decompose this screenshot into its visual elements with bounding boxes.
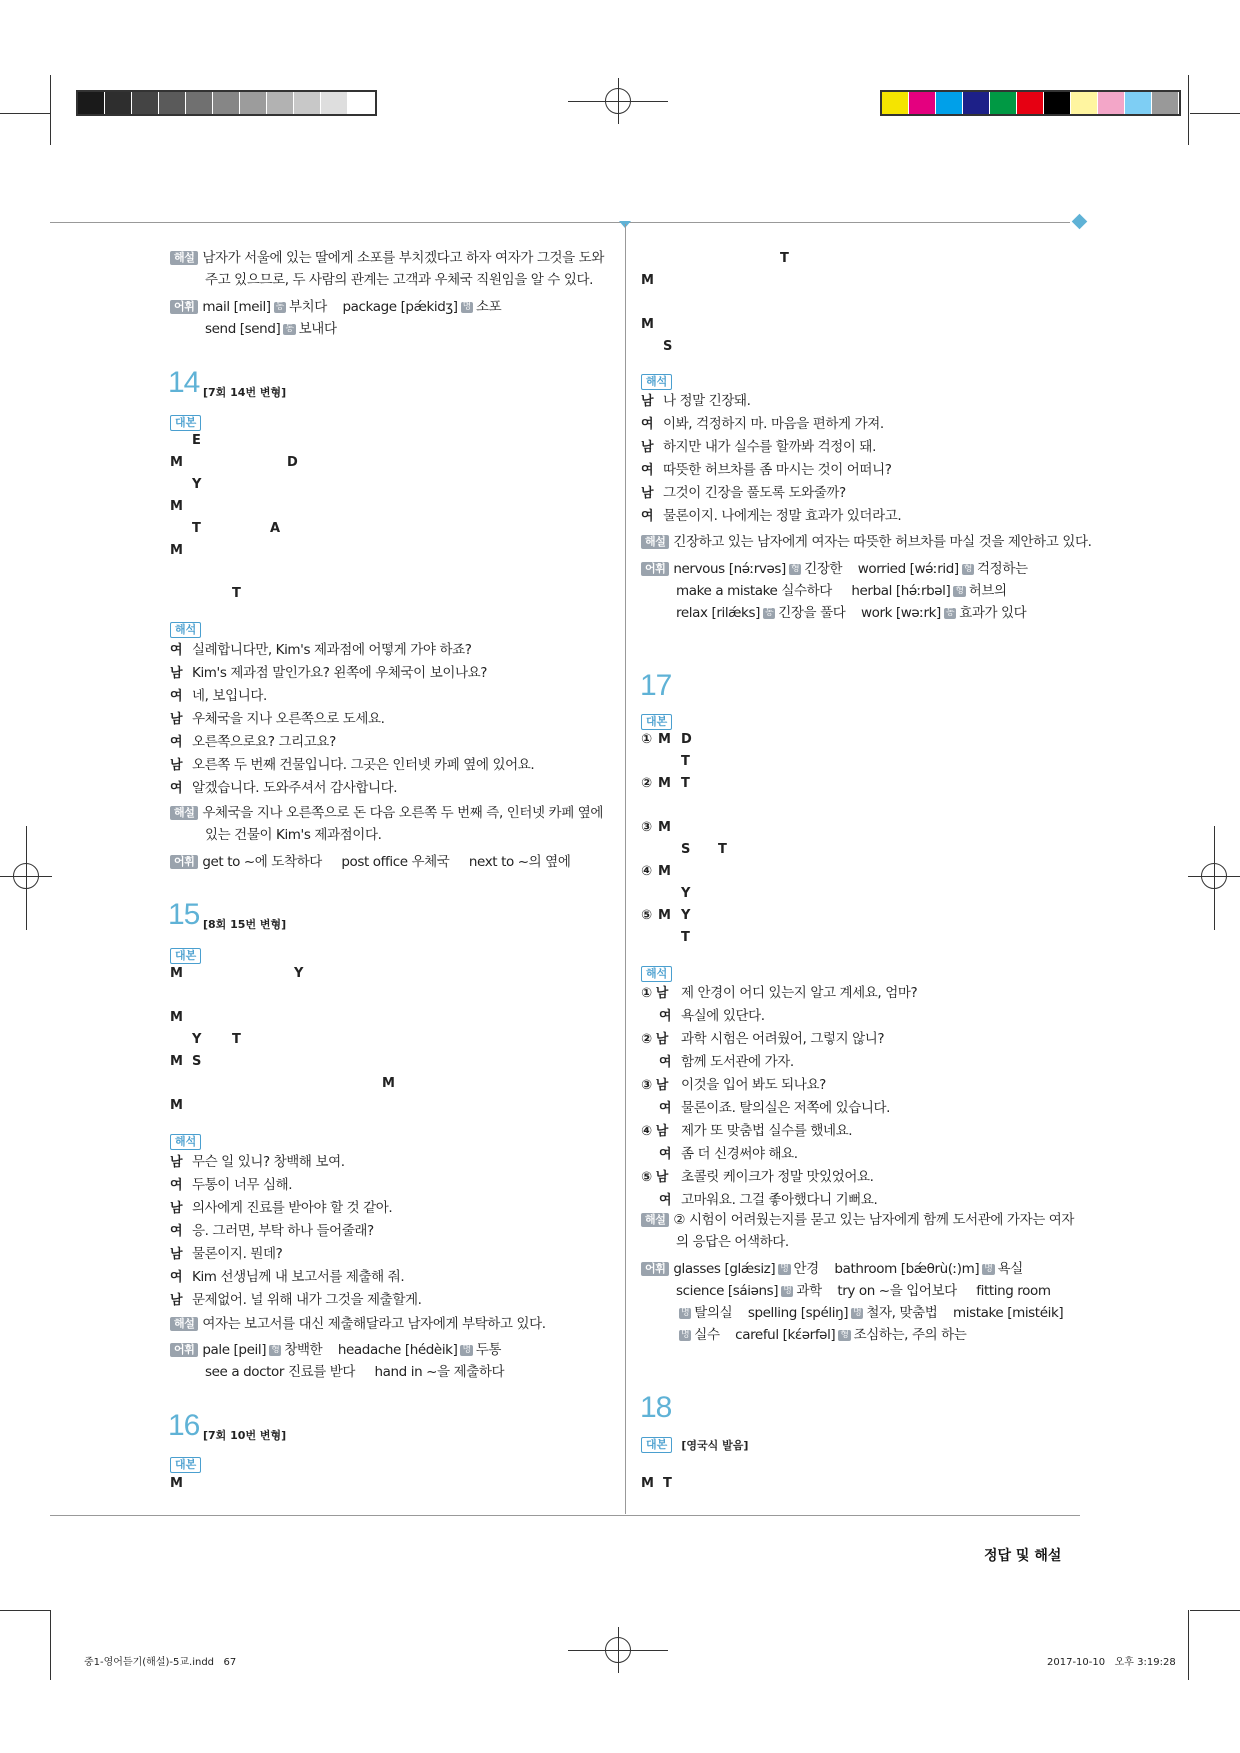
vocab-word: try on ~을 입어보다 fitting room: [837, 1283, 1051, 1299]
line-text: 우체국을 지나 오른쪽으로 도세요.: [192, 711, 385, 727]
vocab-word: nervous [nə́ːrvəs]: [673, 561, 786, 577]
color-swatch: [1017, 92, 1044, 114]
option-number: ①: [641, 732, 653, 747]
haeseok-tag: 해석: [641, 374, 672, 390]
vocab-meaning: 긴장한: [804, 561, 843, 577]
explanation-line: 주고 있으므로, 두 사람의 관계는 고객과 우체국 직원임을 알 수 있다.: [205, 272, 594, 288]
translation-line: [641, 1074, 917, 1097]
script-fragment: Y: [294, 966, 304, 981]
speaker: 여: [659, 1147, 672, 1162]
script-fragment: T: [780, 251, 789, 266]
line-text: 이봐, 걱정하지 마. 마음을 편하게 가져.: [663, 416, 884, 432]
script-speaker: M: [641, 1476, 654, 1491]
script-speaker: M: [658, 908, 671, 923]
explanation-line: 여자는 보고서를 대신 제출해달라고 남자에게 부탁하고 있다.: [202, 1316, 546, 1332]
color-swatch: [909, 92, 936, 114]
script-fragment: E: [192, 433, 201, 448]
script-speaker: M: [658, 732, 671, 747]
line-text: 제가 또 맞춤법 실수를 했네요.: [681, 1123, 853, 1139]
line-text: 오른쪽으로요? 그리고요?: [192, 734, 336, 750]
translation-line: [170, 662, 534, 685]
q15-translation: [170, 1151, 422, 1312]
script-fragment: Y: [192, 477, 202, 492]
script-speaker: M: [641, 273, 654, 288]
translation-line: [170, 777, 534, 800]
pos-mark: 형: [790, 563, 800, 574]
script-fragment: T: [718, 842, 727, 857]
speaker: 여: [641, 417, 654, 432]
color-swatch: [882, 92, 909, 114]
speaker: 남: [170, 712, 183, 727]
pos-mark: 명: [681, 1307, 690, 1318]
speaker: 여: [170, 1270, 183, 1285]
script-fragment: D: [681, 732, 692, 747]
daebon-tag: 대본: [170, 948, 201, 964]
line-text: 물론이죠. 탈의실은 저쪽에 있습니다.: [681, 1100, 891, 1116]
color-swatch: [78, 92, 105, 114]
color-swatch: [936, 92, 963, 114]
color-swatch: [1098, 92, 1125, 114]
haeseok-tag: 해석: [641, 966, 672, 982]
script-fragment: A: [270, 521, 281, 536]
haeseok-tag: 해석: [170, 622, 201, 638]
translation-line: [641, 1097, 917, 1120]
vocab-word: package [pǽkidʒ]: [342, 299, 458, 315]
daebon-tag: 대본: [170, 1457, 201, 1473]
script-fragment: S: [192, 1054, 202, 1069]
color-swatch: [105, 92, 132, 114]
translation-line: [641, 390, 901, 413]
pos-mark: 형: [271, 1344, 280, 1355]
option-number: ⑤: [641, 908, 653, 923]
speaker: 여: [659, 1009, 672, 1024]
pos-mark: 명: [783, 1285, 792, 1296]
vocab-meaning: 걱정하는: [977, 561, 1028, 577]
speaker: 여: [641, 463, 654, 478]
line-text: 고마워요. 그걸 좋아했다니 기뻐요.: [681, 1192, 878, 1208]
script-fragment: Y: [681, 908, 691, 923]
speaker: 여: [170, 1224, 183, 1239]
line-text: 함께 도서관에 가자.: [681, 1054, 794, 1070]
script-speaker: M: [170, 1098, 183, 1113]
pos-mark: 동: [945, 607, 955, 618]
vocab-meaning: 탈의실: [694, 1305, 733, 1321]
speaker: 남: [170, 666, 183, 681]
haeseol-tag: 해설: [170, 251, 198, 265]
eohwi-tag: 어휘: [170, 300, 198, 314]
translation-line: [170, 1220, 422, 1243]
script-speaker: M: [658, 820, 671, 835]
vocab-meaning: 조심하는, 주의 하는: [853, 1327, 967, 1343]
haeseol-tag: 해설: [641, 1213, 669, 1227]
question-number-16: 16: [168, 1409, 200, 1442]
pos-mark: 형: [955, 585, 964, 596]
translation-line: [641, 459, 901, 482]
q14-vocab: [170, 851, 570, 873]
q14-translation: [170, 639, 534, 800]
vocab-word: bathroom [bǽθrù(ː)m]: [834, 1261, 980, 1277]
line-text: 오른쪽 두 번째 건물입니다. 그곳은 인터넷 카페 옆에 있어요.: [192, 757, 535, 773]
line-text: 실례합니다만, Kim's 제과점에 어떻게 가야 하죠?: [192, 642, 472, 658]
line-text: 물론이지. 뭔데?: [192, 1246, 283, 1262]
speaker: 여: [641, 509, 654, 524]
script-speaker: M: [170, 1476, 183, 1491]
line-text: 좀 더 신경써야 해요.: [681, 1146, 798, 1162]
color-swatch: [213, 92, 240, 114]
vocab-line: get to ~에 도착하다 post office 우체국 next to ~의 옆에: [202, 854, 571, 870]
haeseol-tag: 해설: [641, 535, 669, 549]
vocab-meaning: 효과가 있다: [959, 605, 1027, 621]
vocab-word: make a mistake 실수하다 herbal [hə́ːrbəl]: [676, 583, 951, 599]
speaker: ④ 남: [641, 1124, 668, 1139]
translation-line: [170, 708, 534, 731]
pos-mark: 동: [764, 607, 774, 618]
vocab-word: headache [hédèik]: [337, 1342, 458, 1358]
explanation-line: 있는 건물이 Kim's 제과점이다.: [205, 827, 382, 843]
line-text: 물론이지. 나에게는 정말 효과가 있더라고.: [663, 508, 902, 524]
q16-vocab-2: [676, 580, 1007, 602]
speaker: 남: [170, 1293, 183, 1308]
explanation-line: 의 응답은 어색하다.: [676, 1234, 789, 1250]
question-number-17: 17: [640, 669, 672, 702]
header-rule-marker: [1072, 214, 1088, 230]
header-rule: [50, 222, 1070, 223]
question-number-15: 15: [168, 898, 200, 931]
speaker: 여: [170, 689, 183, 704]
vocab-word: mistake [mistéik]: [952, 1305, 1064, 1321]
script-speaker: M: [170, 455, 183, 470]
vocab-word: send [send]: [205, 321, 281, 337]
explanation-line: 우체국을 지나 오른쪽으로 돈 다음 오른쪽 두 번째 즉, 인터넷 카페 옆에: [202, 805, 604, 821]
speaker: 남: [170, 758, 183, 773]
line-text: 나 정말 긴장돼.: [663, 393, 751, 409]
q13-vocab-2: [205, 318, 337, 340]
accent-note: [영국식 발음]: [681, 1439, 749, 1452]
vocab-word: careful [kέərfəl]: [735, 1327, 836, 1343]
line-text: 따뜻한 허브차를 좀 마시는 것이 어떠니?: [663, 462, 892, 478]
speaker: 여: [659, 1101, 672, 1116]
speaker: 여: [659, 1193, 672, 1208]
color-swatch: [321, 92, 348, 114]
translation-line: [641, 1028, 917, 1051]
color-swatch: [132, 92, 159, 114]
vocab-word: worried [wə́ːrid]: [857, 561, 959, 577]
speaker: 남: [641, 440, 654, 455]
speaker: 남: [641, 394, 654, 409]
translation-line: [641, 1166, 917, 1189]
question-source-14: [7회 14번 변형]: [203, 386, 287, 399]
eohwi-tag: 어휘: [170, 1343, 198, 1357]
script-speaker: M: [658, 864, 671, 879]
color-swatch: [240, 92, 267, 114]
footer-rule: [50, 1515, 1080, 1516]
q16-translation: [641, 390, 901, 528]
q13-vocab: [170, 296, 501, 318]
line-text: 의사에게 진료를 받아야 할 것 같아.: [192, 1200, 393, 1216]
script-fragment: S: [663, 339, 673, 354]
vocab-word: mail [meil]: [202, 299, 271, 315]
line-text: 응. 그러면, 부탁 하나 들어줄래?: [192, 1223, 374, 1239]
color-swatch: [990, 92, 1017, 114]
line-text: 두통이 너무 심해.: [192, 1177, 293, 1193]
script-fragment: T: [232, 1032, 241, 1047]
q17-vocab-2: [676, 1280, 1051, 1302]
translation-line: [170, 1174, 422, 1197]
speaker: 여: [170, 1178, 183, 1193]
script-speaker: M: [170, 543, 183, 558]
option-number: ③: [641, 820, 653, 835]
translation-line: [641, 1005, 917, 1028]
speaker: 남: [170, 1155, 183, 1170]
pos-mark: 명: [780, 1263, 789, 1274]
explanation-line: ② 시험이 어려웠는지를 묻고 있는 남자에게 함께 도서관에 가자는 여자: [673, 1212, 1075, 1228]
page-caption: 정답 및 해설: [984, 1548, 1062, 1564]
translation-line: [170, 639, 534, 662]
translation-line: [641, 482, 901, 505]
process-color-bar: [880, 90, 1181, 116]
color-swatch: [186, 92, 213, 114]
translation-line: [641, 505, 901, 528]
speaker: ② 남: [641, 1032, 668, 1047]
q16-vocab: [641, 558, 1028, 580]
pos-mark: 형: [840, 1329, 849, 1340]
script-fragment: T: [232, 586, 241, 601]
line-text: Kim 선생님께 내 보고서를 제출해 줘.: [192, 1269, 405, 1285]
translation-line: [170, 685, 534, 708]
q17-vocab: [641, 1258, 1023, 1280]
gray-color-bar: [76, 90, 377, 116]
script-fragment: T: [681, 930, 690, 945]
color-swatch: [348, 92, 375, 114]
line-text: 알겠습니다. 도와주셔서 감사합니다.: [192, 780, 398, 796]
speaker: 여: [170, 781, 183, 796]
daebon-tag: 대본: [170, 415, 201, 431]
pos-mark: 형: [963, 563, 973, 574]
vocab-meaning: 부치다: [288, 299, 327, 315]
q13-explanation: [170, 247, 604, 269]
translation-line: [170, 1266, 422, 1289]
speaker: 남: [641, 486, 654, 501]
translation-line: [170, 754, 534, 777]
explanation-line: 남자가 서울에 있는 딸에게 소포를 부치겠다고 하자 여자가 그것을 도와: [202, 250, 604, 266]
pos-mark: 동: [275, 301, 284, 312]
vocab-meaning: 보내다: [298, 321, 337, 337]
translation-line: [641, 436, 901, 459]
eohwi-tag: 어휘: [170, 855, 198, 869]
vocab-meaning: 철자, 맞춤법: [866, 1305, 938, 1321]
script-fragment: T: [192, 521, 201, 536]
translation-line: [641, 1120, 917, 1143]
q16-explanation: [641, 531, 1092, 553]
script-fragment: T: [663, 1476, 672, 1491]
question-number-18: 18: [640, 1391, 672, 1424]
translation-line: [641, 982, 917, 1005]
translation-line: [170, 1289, 422, 1312]
vocab-meaning: 실수: [694, 1327, 720, 1343]
speaker: ③ 남: [641, 1078, 668, 1093]
explanation-line: 긴장하고 있는 남자에게 여자는 따뜻한 허브차를 마실 것을 제안하고 있다.: [673, 534, 1092, 550]
script-fragment: M: [382, 1076, 395, 1091]
speaker: 남: [170, 1247, 183, 1262]
pos-mark: 명: [462, 1344, 471, 1355]
script-fragment: Y: [681, 886, 691, 901]
speaker: ① 남: [641, 986, 668, 1001]
line-text: 제 안경이 어디 있는지 알고 계세요, 엄마?: [681, 985, 918, 1001]
pos-mark: 명: [681, 1329, 690, 1340]
q14-explanation: [170, 802, 603, 824]
speaker: ⑤ 남: [641, 1170, 668, 1185]
q15-explanation: [170, 1313, 546, 1335]
speaker: 여: [170, 735, 183, 750]
color-swatch: [1071, 92, 1098, 114]
script-fragment: T: [681, 754, 690, 769]
q17-explanation: [641, 1209, 1074, 1231]
pos-mark: 동: [285, 323, 294, 334]
line-text: 이것을 입어 봐도 되나요?: [681, 1077, 826, 1093]
script-speaker: M: [641, 317, 654, 332]
script-speaker: M: [170, 499, 183, 514]
vocab-word: science [sáiəns]: [676, 1283, 779, 1299]
daebon-tag: 대본: [641, 1437, 672, 1453]
vocab-meaning: 욕실: [997, 1261, 1023, 1277]
color-swatch: [963, 92, 990, 114]
color-swatch: [267, 92, 294, 114]
translation-line: [170, 731, 534, 754]
print-timestamp: 2017-10-10 오후 3:19:28: [1047, 1657, 1176, 1668]
vocab-word: work [wəːrk]: [860, 605, 941, 621]
speaker: 남: [170, 1201, 183, 1216]
option-number: ④: [641, 864, 653, 879]
question-source-16: [7회 10번 변형]: [203, 1429, 287, 1442]
script-fragment: T: [681, 776, 690, 791]
option-number: ②: [641, 776, 653, 791]
script-speaker: M: [658, 776, 671, 791]
script-speaker: M: [170, 966, 183, 981]
column-divider: [625, 224, 626, 1514]
vocab-meaning: 긴장을 풀다: [778, 605, 846, 621]
eohwi-tag: 어휘: [641, 1262, 669, 1276]
translation-line: [170, 1243, 422, 1266]
color-swatch: [1125, 92, 1152, 114]
translation-line: [170, 1151, 422, 1174]
question-source-15: [8회 15번 변형]: [203, 918, 287, 931]
q15-vocab: [170, 1339, 501, 1361]
vocab-word: relax [rilǽks]: [676, 605, 760, 621]
line-text: 과학 시험은 어려웠어, 그렇지 않니?: [681, 1031, 885, 1047]
vocab-word: glasses [glǽsiz]: [673, 1261, 776, 1277]
vocab-line: see a doctor 진료를 받다 hand in ~을 제출하다: [205, 1364, 505, 1380]
color-swatch: [1152, 92, 1179, 114]
daebon-tag: 대본: [641, 714, 672, 730]
q17-vocab-3: [676, 1302, 1063, 1324]
pos-mark: 명: [853, 1307, 862, 1318]
color-swatch: [159, 92, 186, 114]
pos-mark: 명: [984, 1263, 993, 1274]
haeseol-tag: 해설: [170, 1317, 198, 1331]
line-text: 하지만 내가 실수를 할까봐 걱정이 돼.: [663, 439, 876, 455]
line-text: Kim's 제과점 말인가요? 왼쪽에 우체국이 보이나요?: [192, 665, 488, 681]
color-swatch: [1044, 92, 1071, 114]
haeseol-tag: 해설: [170, 806, 198, 820]
script-fragment: Y: [192, 1032, 202, 1047]
line-text: 초콜릿 케이크가 정말 맛있었어요.: [681, 1169, 874, 1185]
vocab-word: pale [peil]: [202, 1342, 267, 1358]
script-speaker: M: [170, 1054, 183, 1069]
pos-mark: 명: [462, 301, 471, 312]
question-number-14: 14: [168, 366, 200, 399]
q17-translation: [641, 982, 917, 1212]
vocab-meaning: 소포: [475, 299, 502, 315]
q17-vocab-4: [676, 1324, 966, 1346]
vocab-meaning: 안경: [793, 1261, 819, 1277]
file-slug: 중1-영어듣기(해설)-5교.indd 67: [84, 1657, 237, 1668]
vocab-meaning: 허브의: [968, 583, 1007, 599]
speaker: 여: [170, 643, 183, 658]
translation-line: [641, 1143, 917, 1166]
haeseok-tag: 해석: [170, 1134, 201, 1150]
line-text: 욕실에 있단다.: [681, 1008, 765, 1024]
translation-line: [641, 1051, 917, 1074]
line-text: 네, 보입니다.: [192, 688, 267, 704]
translation-line: [170, 1197, 422, 1220]
color-swatch: [294, 92, 321, 114]
line-text: 문제없어. 널 위해 내가 그것을 제출할게.: [192, 1292, 422, 1308]
line-text: 무슨 일 있니? 창백해 보여.: [192, 1154, 345, 1170]
script-fragment: D: [287, 455, 298, 470]
vocab-meaning: 과학: [796, 1283, 822, 1299]
vocab-word: spelling [spéliŋ]: [747, 1305, 849, 1321]
speaker: 여: [659, 1055, 672, 1070]
translation-line: [641, 413, 901, 436]
line-text: 그것이 긴장을 풀도록 도와줄까?: [663, 485, 846, 501]
script-fragment: S: [681, 842, 691, 857]
vocab-meaning: 두통: [475, 1342, 502, 1358]
q16-vocab-3: [676, 602, 1026, 624]
script-speaker: M: [170, 1010, 183, 1025]
eohwi-tag: 어휘: [641, 562, 669, 576]
vocab-meaning: 창백한: [284, 1342, 323, 1358]
